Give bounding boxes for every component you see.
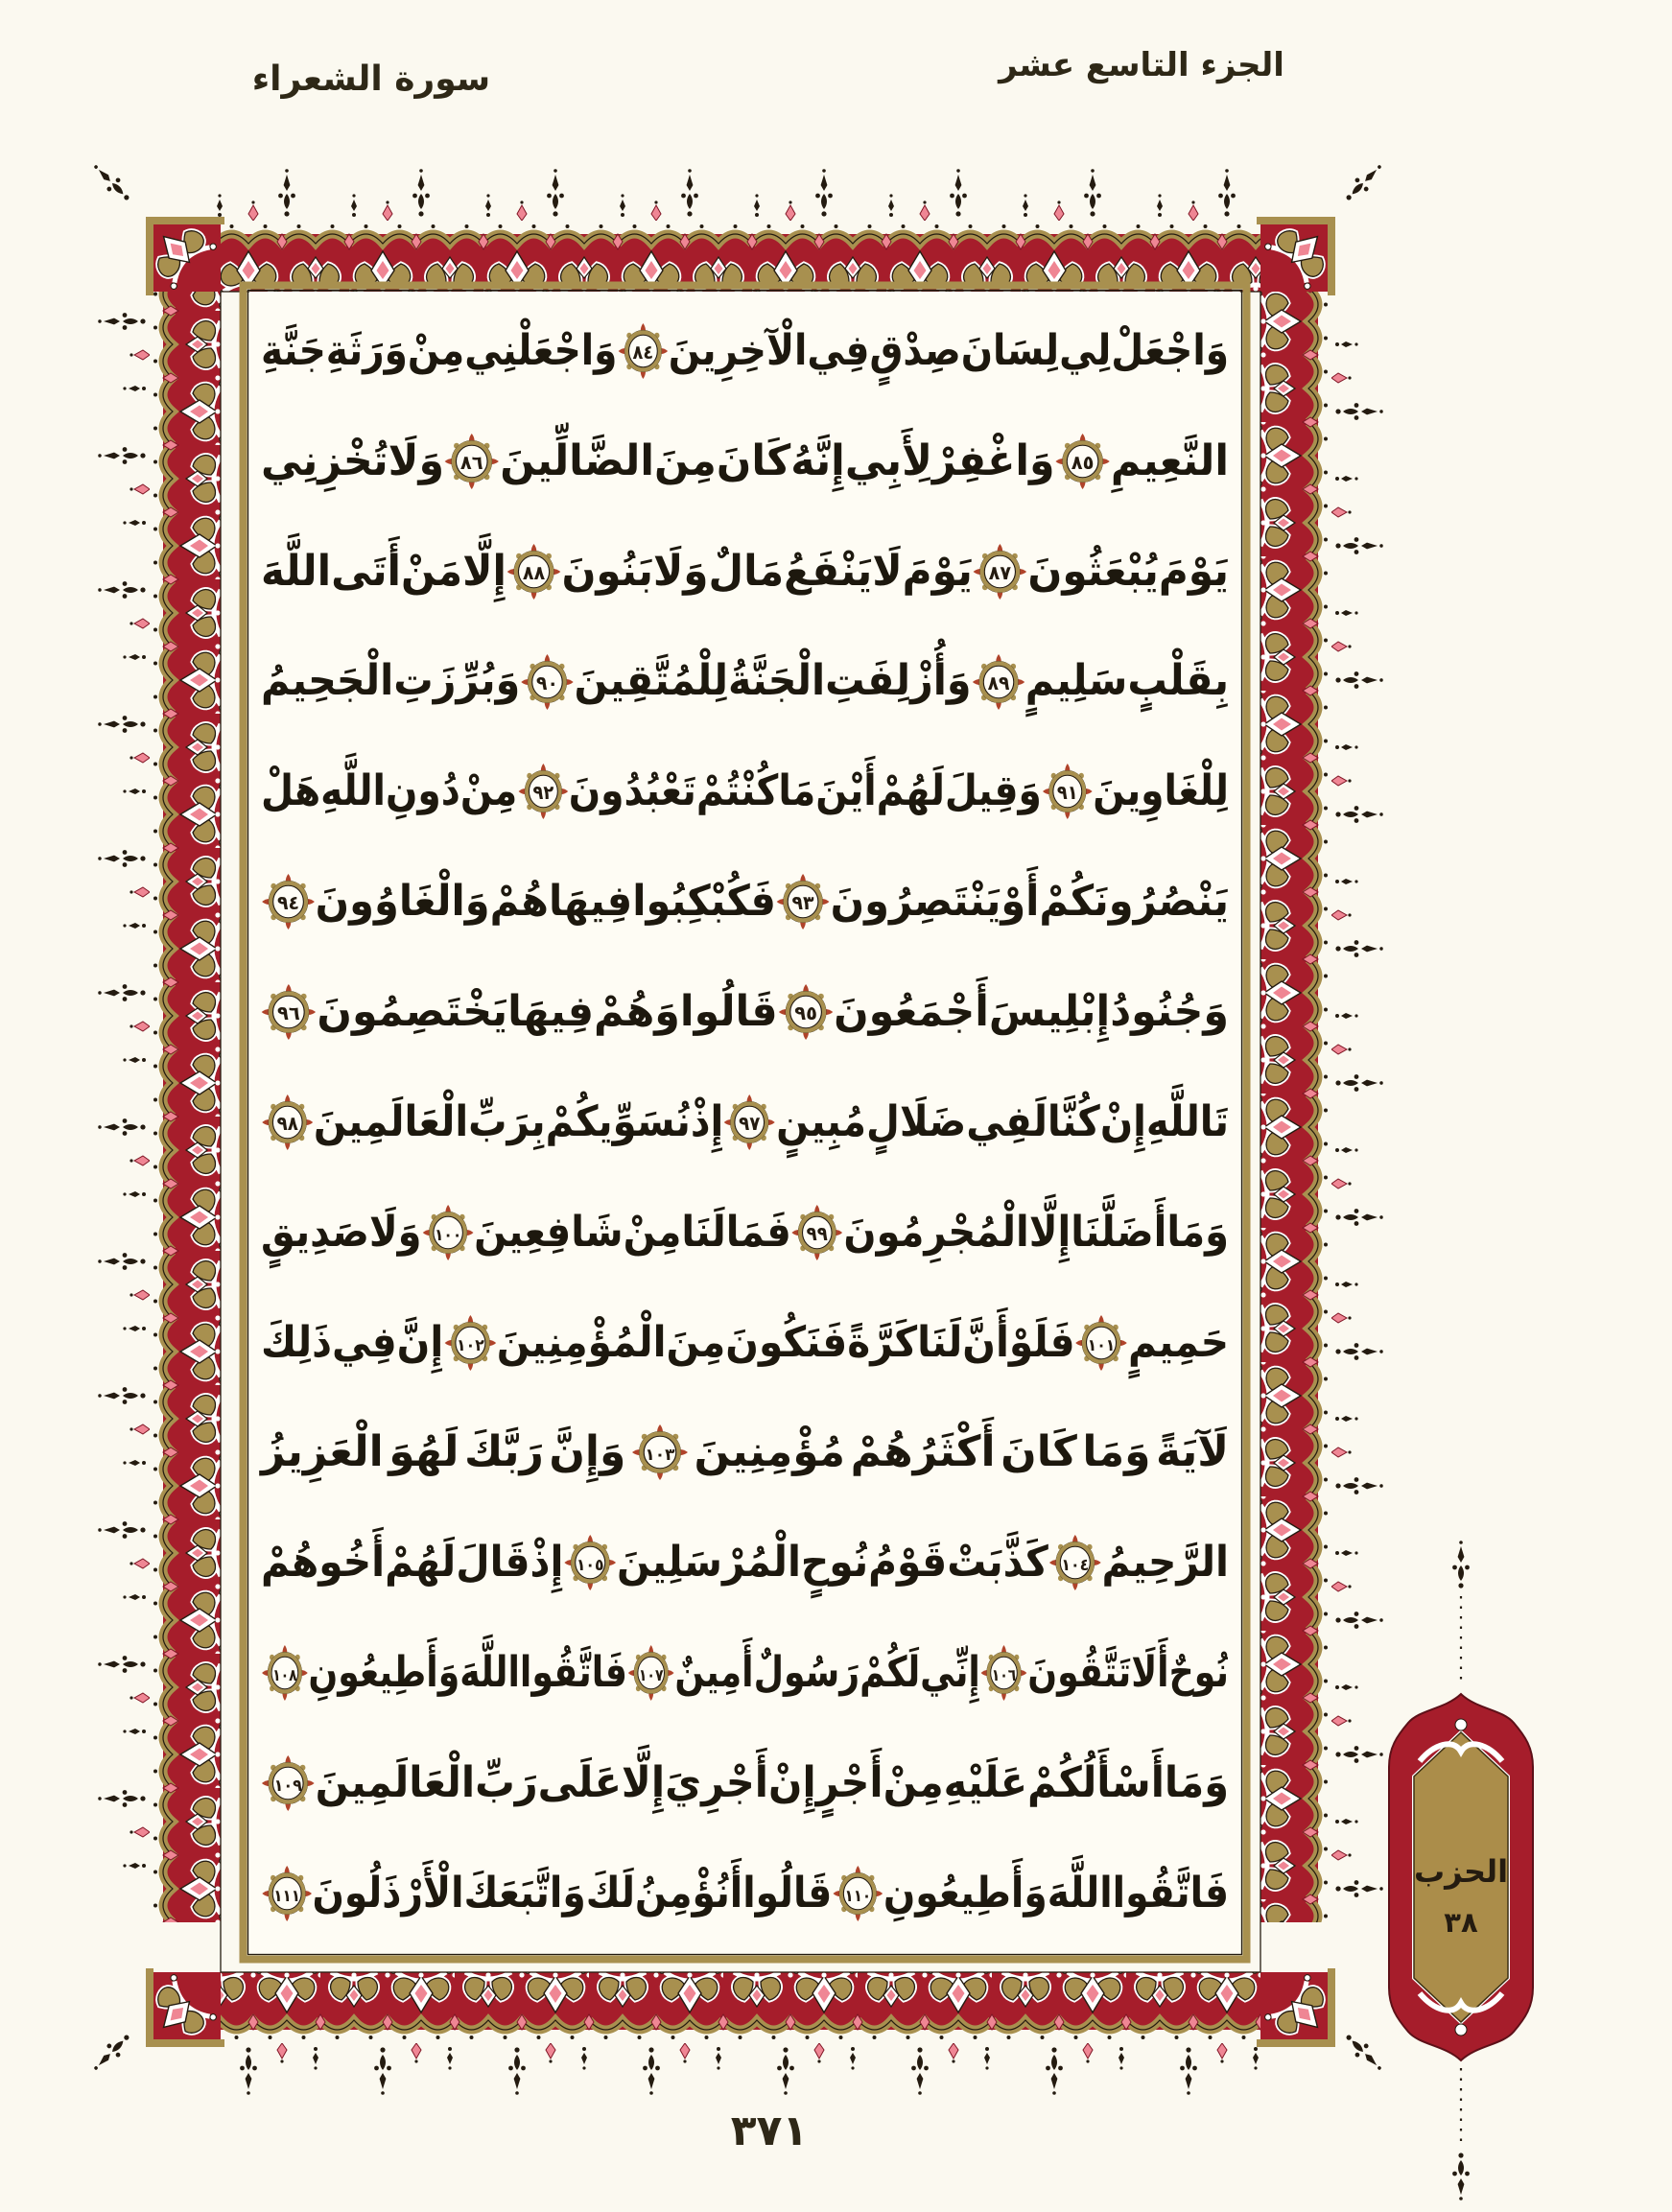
quran-word: وَلَا — [388, 435, 445, 485]
quran-line — [276, 850, 1229, 953]
quran-word: يُبْعَثُونَ — [1027, 546, 1159, 596]
quran-word: تَتَّقُونَ — [1027, 1648, 1132, 1698]
quran-word: لَهُمْ — [876, 766, 945, 816]
quran-word: أَكْثَرُهُمْ — [850, 1427, 996, 1477]
quran-word: قَالُوا — [742, 1868, 833, 1918]
quran-word: بِقَلْبٍ — [1127, 656, 1229, 706]
verse-marker — [617, 322, 668, 380]
quran-word: وَالْغَاوُونَ — [315, 877, 490, 927]
quran-word: وَرَثَةِ — [325, 325, 408, 375]
svg-text:٩٤: ٩٤ — [276, 891, 299, 915]
quran-word: اللَّهَ — [261, 546, 332, 596]
quran-word: وَلَا — [652, 546, 709, 596]
quran-word: حَمِيمٍ — [1128, 1317, 1229, 1367]
quran-word: إِنَّ — [396, 1317, 444, 1367]
verse-marker — [261, 1865, 312, 1922]
quran-word: كَانَ — [716, 435, 791, 485]
quran-word: لَنَا — [917, 1317, 963, 1367]
verse-marker — [973, 543, 1027, 600]
quran-word: لِي — [1059, 325, 1112, 375]
quran-line — [272, 1842, 1229, 1945]
svg-text:٩٥: ٩٥ — [794, 1001, 817, 1025]
quran-line — [260, 410, 1229, 513]
quran-lines — [261, 299, 1229, 1945]
quran-line — [260, 299, 1229, 403]
quran-word: الْجَنَّةُ — [727, 656, 826, 706]
quran-word: فِي — [807, 325, 870, 375]
quran-word: صَدِيقٍ — [260, 1207, 369, 1257]
quran-word: أَسْأَلُكُمْ — [1027, 1757, 1165, 1807]
quran-word: تَاللَّهِ — [1145, 1096, 1229, 1146]
verse-marker — [261, 1754, 316, 1812]
quran-word: أَجْرِيَ — [665, 1757, 769, 1807]
quran-word: وَاجْعَلْ — [1111, 325, 1229, 375]
quran-word: تَعْبُدُونَ — [568, 766, 696, 816]
quran-word: إِنِّي — [920, 1648, 980, 1698]
verse-marker — [261, 1644, 308, 1702]
quran-word: الضَّالِّينَ — [500, 435, 654, 485]
hizb-medallion — [1389, 1541, 1533, 2200]
quran-word: مَالٌ — [708, 546, 785, 596]
quran-word: لَهُمْ — [385, 1538, 457, 1588]
quran-word: وَجُنُودُ — [1110, 986, 1229, 1036]
quran-line — [261, 1400, 1229, 1504]
quran-word: مَا — [778, 766, 816, 816]
quran-word: رَبِّ — [475, 1757, 538, 1807]
quran-word: نُسَوِّيكُمْ — [545, 1096, 691, 1146]
hizb-number: ٣٨ — [1444, 1906, 1478, 1939]
svg-text:٩٦: ٩٦ — [277, 1001, 301, 1025]
quran-word: وَاجْعَلْنِي — [464, 325, 618, 375]
quran-word: إِبْلِيسَ — [988, 986, 1111, 1036]
svg-text:١٠٥: ١٠٥ — [576, 1555, 604, 1575]
verse-marker — [261, 1094, 314, 1151]
quran-line — [261, 1291, 1229, 1395]
quran-word: الْعَالَمِينَ — [313, 1096, 469, 1146]
quran-word: أَوْ — [1001, 877, 1040, 927]
quran-word: لِلْمُتَّقِينَ — [574, 656, 728, 706]
quran-word: جَنَّةِ — [260, 325, 326, 375]
quran-word: يَنْفَعُ — [784, 546, 873, 596]
quran-word: مُؤْمِنِينَ — [694, 1427, 846, 1477]
quran-word: الرَّحِيمُ — [1101, 1538, 1229, 1588]
quran-word: لَنَا — [681, 1207, 726, 1257]
verse-marker — [971, 653, 1024, 711]
quran-word: وَمَا — [1164, 1757, 1229, 1807]
quran-word: مِنْ — [459, 766, 518, 816]
svg-text:٩١: ٩١ — [1056, 782, 1078, 805]
quran-word: بِرَبِّ — [468, 1096, 546, 1146]
quran-word: اللَّهَ — [1047, 1868, 1113, 1918]
juz-header: الجزء التاسع عشر — [999, 46, 1284, 84]
quran-word: فَاتَّقُوا — [519, 1648, 628, 1698]
quran-word: قَالَ — [456, 1538, 530, 1588]
quran-word: كُنَّا — [1047, 1096, 1100, 1146]
quran-word: إِنْ — [1099, 1096, 1146, 1146]
quran-word: دُونِ — [385, 766, 460, 816]
quran-line — [260, 740, 1229, 843]
quran-word: سَلِيمٍ — [1024, 656, 1128, 706]
quran-word: هُمْ — [489, 877, 549, 927]
quran-word: مِنْ — [407, 325, 465, 375]
quran-line — [277, 960, 1229, 1064]
quran-word: الْمُؤْمِنِينَ — [496, 1317, 667, 1367]
quran-word: لَكَ — [585, 1868, 635, 1918]
quran-word: وَهُمْ — [594, 986, 680, 1036]
quran-word: إِلَّا — [462, 546, 506, 596]
quran-word: الْمُجْرِمُونَ — [843, 1207, 1029, 1257]
quran-word: أَنُؤْمِنُ — [634, 1868, 743, 1918]
quran-line — [261, 1511, 1229, 1614]
quran-word: أَيْنَ — [815, 766, 877, 816]
quran-word: لَهُوَ — [389, 1427, 459, 1477]
quran-word: وَاتَّبَعَكَ — [463, 1868, 586, 1918]
quran-word: لَكُمْ — [860, 1648, 921, 1698]
quran-word: وَاغْفِرْ — [931, 435, 1055, 485]
quran-word: أَنَّ — [962, 1317, 1009, 1367]
quran-word: رَبَّكَ — [463, 1427, 544, 1477]
svg-text:٨٧: ٨٧ — [988, 561, 1012, 584]
quran-word: ضَلَالٍ — [865, 1096, 967, 1146]
quran-word: وَمَا — [1082, 1427, 1151, 1477]
svg-text:٩٩: ٩٩ — [807, 1221, 829, 1245]
quran-word: فَكُبْكِبُوا — [632, 877, 777, 927]
verse-marker — [1075, 1314, 1128, 1372]
svg-text:٩٨: ٩٨ — [276, 1112, 298, 1136]
svg-text:١٠٤: ١٠٤ — [1061, 1555, 1090, 1575]
quran-word: وَأُزْلِفَتِ — [825, 656, 972, 706]
svg-text:٨٥: ٨٥ — [1071, 451, 1095, 474]
svg-text:٩٧: ٩٧ — [739, 1112, 761, 1136]
quran-word: بَنُونَ — [561, 546, 653, 596]
svg-text:١٠١: ١٠١ — [1087, 1335, 1116, 1354]
verse-marker — [627, 1644, 674, 1702]
quran-word: كُنْتُمْ — [695, 766, 779, 816]
quran-word: إِنَّهُ — [790, 435, 845, 485]
quran-word: وَقِيلَ — [944, 766, 1042, 816]
quran-word: النَّعِيمِ — [1110, 435, 1229, 485]
quran-word: أَلَا — [1131, 1648, 1169, 1698]
quran-word: وَأَطِيعُونِ — [308, 1648, 460, 1698]
verse-marker — [422, 1204, 475, 1261]
hizb-label: الحزب — [1413, 1853, 1509, 1890]
quran-word: فَنَكُونَ — [725, 1317, 848, 1367]
quran-word: الْمُرْسَلِينَ — [616, 1538, 801, 1588]
quran-word: مِنْ — [623, 1207, 682, 1257]
quran-word: مِنَ — [653, 435, 717, 485]
quran-word: قَوْمُ — [868, 1538, 948, 1588]
quran-word: وَإِنَّ — [549, 1427, 626, 1477]
verse-marker — [778, 983, 834, 1041]
verse-marker — [506, 543, 561, 600]
quran-word: لَفِي — [966, 1096, 1048, 1146]
verse-marker — [261, 983, 317, 1041]
page-number: ٣٧١ — [730, 2106, 809, 2155]
quran-word: تُخْزِنِي — [260, 435, 389, 485]
quran-word: نُوحٌ — [1168, 1648, 1229, 1698]
quran-word: فِيهَا — [548, 877, 633, 927]
quran-word: إِلَّا — [621, 1757, 666, 1807]
quran-word: كَانَ — [1001, 1427, 1077, 1477]
verse-marker — [832, 1865, 883, 1922]
quran-word: أَخُوهُمْ — [261, 1538, 386, 1588]
verse-marker — [444, 433, 500, 490]
svg-text:٨٤: ٨٤ — [632, 341, 653, 365]
quran-word: لِسَانَ — [960, 325, 1060, 375]
quran-word: يَنْتَصِرُونَ — [830, 877, 1001, 927]
quran-line — [276, 1071, 1229, 1174]
svg-text:٨٩: ٨٩ — [987, 671, 1010, 694]
quran-word: الْعَزِيزُ — [261, 1427, 384, 1477]
quran-word: يَنْصُرُونَكُمْ — [1039, 877, 1229, 927]
svg-text:٩٠: ٩٠ — [535, 671, 558, 694]
quran-word: مُبِينٍ — [776, 1096, 866, 1146]
quran-word: لَا — [872, 546, 903, 596]
quran-word: رَسُولٌ — [753, 1648, 860, 1698]
quran-word: لِأَبِي — [844, 435, 932, 485]
verse-marker — [791, 1204, 844, 1261]
svg-text:١١١: ١١١ — [272, 1885, 300, 1906]
quran-word: فَلَوْ — [1008, 1317, 1075, 1367]
verse-marker — [1048, 1534, 1102, 1591]
quran-word: أَضَلَّنَا — [1071, 1207, 1167, 1257]
quran-line — [261, 630, 1229, 734]
surah-header: سورة الشعراء — [251, 59, 491, 99]
verse-marker — [443, 1314, 496, 1372]
verse-marker — [631, 1424, 689, 1481]
quran-word: مِنَ — [666, 1317, 726, 1367]
quran-word: فَمَا — [725, 1207, 791, 1257]
quran-word: نُوحٍ — [800, 1538, 869, 1588]
svg-text:١٠٨: ١٠٨ — [271, 1665, 297, 1685]
svg-text:٨٦: ٨٦ — [460, 451, 483, 474]
quran-word: أَتَى — [331, 546, 402, 596]
quran-word: قَالُوا — [679, 986, 778, 1036]
quran-word: فِي — [331, 1317, 397, 1367]
quran-word: وَمَا — [1166, 1207, 1229, 1257]
svg-text:١٠٩: ١٠٩ — [273, 1776, 302, 1796]
quran-word: الْجَحِيمُ — [261, 656, 394, 706]
svg-text:١٠٢: ١٠٢ — [456, 1335, 484, 1354]
quran-word: أَمِينٌ — [674, 1648, 754, 1698]
quran-word: لَآيَةً — [1156, 1427, 1229, 1477]
quran-word: شَافِعِينَ — [474, 1207, 624, 1257]
quran-word: مِنْ — [883, 1757, 944, 1807]
quran-word: صِدْقٍ — [869, 325, 961, 375]
quran-word: إِلَّا — [1028, 1207, 1071, 1257]
svg-text:١٠٣: ١٠٣ — [645, 1446, 675, 1466]
quran-line — [271, 1621, 1229, 1725]
quran-line — [273, 1731, 1229, 1835]
verse-marker — [776, 873, 831, 930]
verse-marker — [517, 763, 568, 820]
verse-marker — [723, 1094, 776, 1151]
svg-text:١١٠: ١١٠ — [844, 1885, 871, 1906]
quran-word: اللَّهِ — [320, 766, 386, 816]
svg-text:١٠٦: ١٠٦ — [991, 1665, 1017, 1685]
quran-word: وَأَطِيعُونِ — [883, 1868, 1048, 1918]
quran-word: فَاتَّقُوا — [1112, 1868, 1229, 1918]
verse-marker — [520, 653, 574, 711]
svg-text:٨٨: ٨٨ — [522, 561, 546, 584]
quran-word: اللَّهَ — [459, 1648, 520, 1698]
quran-word: الْأَرْذَلُونَ — [312, 1868, 464, 1918]
quran-word: الْعَالَمِينَ — [315, 1757, 476, 1807]
quran-word: لِلْغَاوِينَ — [1093, 766, 1229, 816]
verse-marker — [1042, 763, 1093, 820]
quran-word: ذَلِكَ — [261, 1317, 332, 1367]
svg-text:١٠٧: ١٠٧ — [638, 1665, 664, 1685]
quran-word: فِيهَا — [507, 986, 595, 1036]
quran-word: كَرَّةً — [847, 1317, 918, 1367]
quran-word: إِذْ — [530, 1538, 564, 1588]
quran-word: يَوْمَ — [1158, 546, 1229, 596]
quran-word: عَلَيْهِ — [943, 1757, 1028, 1807]
verse-marker — [261, 873, 316, 930]
quran-word: وَبُرِّزَتِ — [393, 656, 521, 706]
quran-word: هَلْ — [260, 766, 321, 816]
quran-word: إِنْ — [768, 1757, 816, 1807]
verse-marker — [1055, 433, 1111, 490]
quran-line — [260, 1181, 1229, 1284]
quran-word: الْآخِرِينَ — [668, 325, 808, 375]
quran-word: كَذَّبَتْ — [947, 1538, 1048, 1588]
svg-text:٩٣: ٩٣ — [791, 891, 814, 915]
quran-word: عَلَى — [537, 1757, 622, 1807]
quran-word: أَجْرٍ — [815, 1757, 883, 1807]
quran-line — [261, 520, 1229, 624]
quran-word: مَنْ — [401, 546, 463, 596]
quran-word: إِذْ — [690, 1096, 724, 1146]
verse-marker — [980, 1644, 1027, 1702]
verse-marker — [563, 1534, 617, 1591]
quran-word: يَوْمَ — [902, 546, 973, 596]
quran-word: يَخْتَصِمُونَ — [317, 986, 508, 1036]
svg-text:٩٢: ٩٢ — [532, 782, 553, 805]
quran-word: أَجْمَعُونَ — [834, 986, 989, 1036]
svg-text:١٠٠: ١٠٠ — [434, 1225, 461, 1244]
quran-word: وَلَا — [368, 1207, 422, 1257]
